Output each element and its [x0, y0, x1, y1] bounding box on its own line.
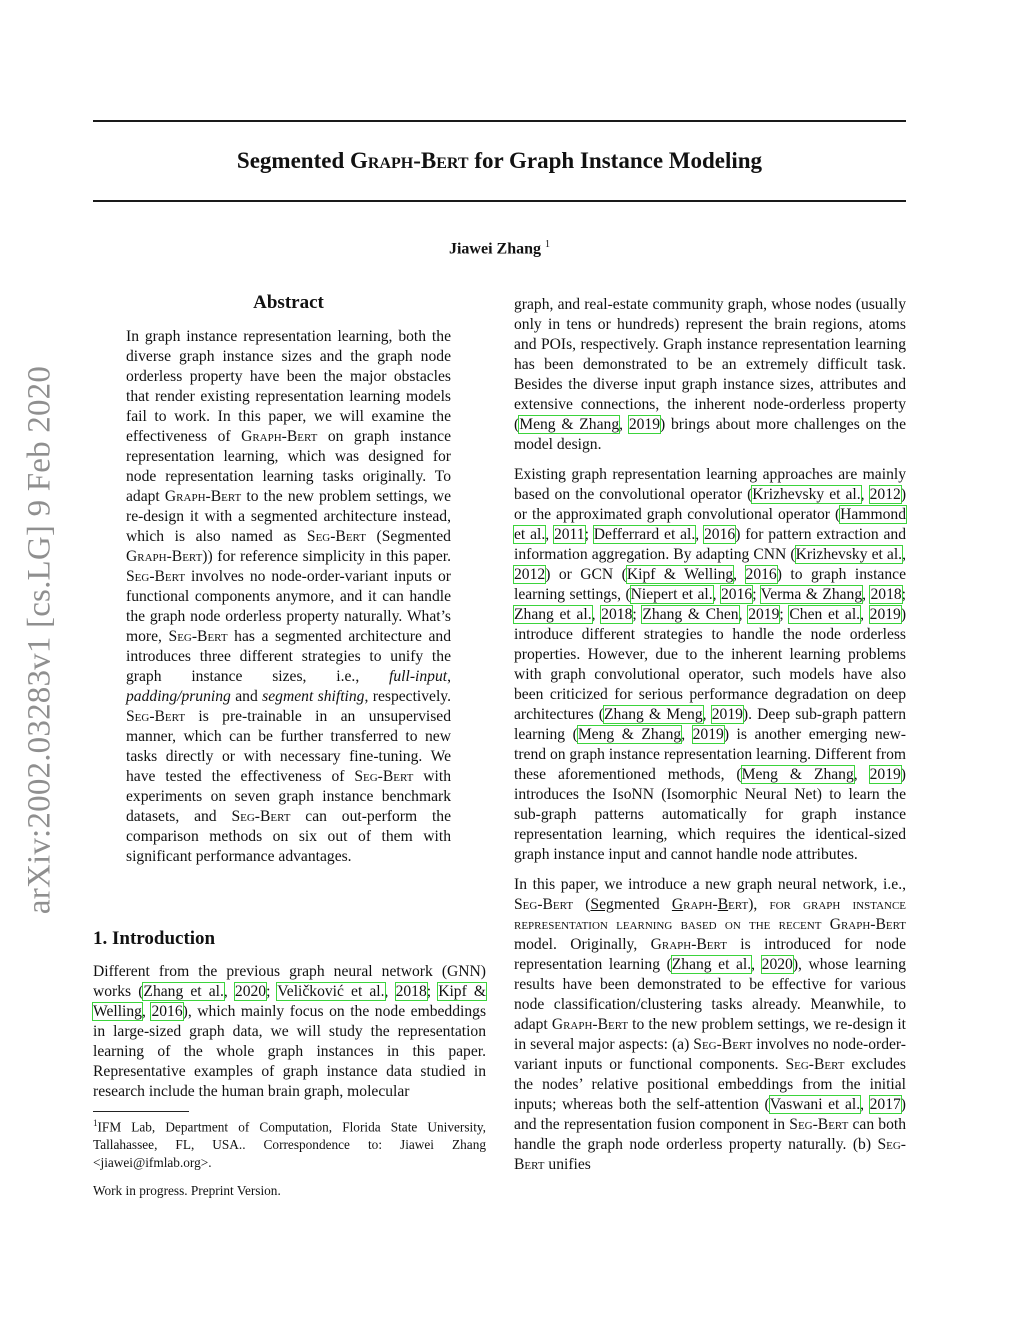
citation-link[interactable]: 2019	[869, 606, 901, 623]
citation-link[interactable]: Chen et al.	[789, 606, 861, 623]
citation-link[interactable]: Zhang & Chen	[642, 606, 739, 623]
citation-link[interactable]: Defferrard et al.	[593, 526, 696, 543]
paragraph: graph, and real-estate community graph, whose nodes (usually only in tens or hundreds) represent the brain regions, atoms and POIs, respectively. Graph instance representation learning has been demonstrated to be an extremely difficult task. Besides the diverse input graph instance sizes, attributes and extensive connections, the inherent node-orderless property (Meng & Zhang, 2019) brings about more challenges on the model design.	[514, 296, 906, 453]
footnote: $^1$IFM Lab, Department of Computation, Florida State University, Tallahassee, FL, USA.. Correspondence to: Jiawei Zhang <jiawei@ifmlab.org>.	[93, 1118, 486, 1171]
title-bottom-rule	[93, 200, 906, 202]
footnote-rule	[93, 1111, 189, 1112]
citation-link[interactable]: Niepert et al.	[630, 586, 713, 603]
citation-link[interactable]: Meng & Zhang	[577, 726, 682, 743]
citation-link[interactable]: 2019	[869, 766, 901, 783]
citation-link[interactable]: 2018	[870, 586, 902, 603]
citation-link[interactable]: Zhang et al.	[143, 983, 224, 1000]
citation-link[interactable]: 2016	[721, 586, 753, 603]
citation-link[interactable]: 2016	[704, 526, 736, 543]
citation-link[interactable]: 2012	[514, 566, 546, 583]
citation-link[interactable]: Zhang & Meng	[604, 706, 703, 723]
citation-link[interactable]: 2017	[869, 1096, 901, 1113]
citation-link[interactable]: Krizhevsky et al.	[795, 546, 903, 563]
abstract-heading: Abstract	[253, 292, 324, 313]
work-in-progress-note: Work in progress. Preprint Version.	[93, 1183, 281, 1198]
abstract-body: In graph instance representation learning, both the diverse graph instance sizes and the graph node orderless property have been the major obstacles that render existing representation learning models fail to work. In this paper, we will examine the effectiveness of Graph-Bert on graph instance representation learning, which was designed for node representation learning tasks originally. To adapt Graph-Bert to the new problem settings, we re-design it with a segmented architecture instead, which is also named as Seg-Bert (Segmented Graph-Bert)) for reference simplicity in this paper. Seg-Bert involves no node-order-variant inputs or functional components anymore, and it can handle the graph node orderless property naturally. What’s more, Seg-Bert has a segmented architecture and introduces three different strategies to unify the graph instance sizes, i.e., full-input, padding/pruning and segment shifting, respectively. Seg-Bert is pre-trainable in an unsupervised manner, which can be further transferred to new tasks directly or with necessary fine-tuning. We have tested the effectiveness of Seg-Bert with experiments on seven graph instance benchmark datasets, and Seg-Bert can out-perform the comparison methods on six out of them with significant performance advantages.	[126, 328, 451, 865]
citation-link[interactable]: 2016	[151, 1003, 183, 1020]
citation-link[interactable]: Verma & Zhang	[760, 586, 863, 603]
citation-link[interactable]: Vaswani et al.	[769, 1096, 861, 1113]
citation-link[interactable]: 2019	[711, 706, 743, 723]
citation-link[interactable]: 2020	[234, 983, 267, 1000]
citation-link[interactable]: Zhang et al.	[671, 956, 752, 973]
citation-link[interactable]: 2019	[628, 416, 660, 433]
paragraph: In this paper, we introduce a new graph neural network, i.e., Seg-Bert (Segmented Graph-Bert), for graph instance representation learning based on the recent Graph-Bert model. Originally, Graph-Bert is introduced for node representation learning (Zhang et al., 2020), whose learning results have been demonstrated to be effective for various node classification/clustering tasks already. Meanwhile, to adapt Graph-Bert to the new problem settings, we re-design it in several major aspects: (a) Seg-Bert involves no node-order-variant inputs or functional components. Seg-Bert excludes the nodes’ relative positional embeddings from the initial inputs; whereas both the self-attention (Vaswani et al., 2017) and the representation fusion component in Seg-Bert can both handle the graph node orderless property naturally. (b) Seg-Bert unifies	[514, 876, 907, 1173]
citation-link[interactable]: 2016	[745, 566, 777, 583]
top-rule	[93, 120, 906, 122]
citation-link[interactable]: 2018	[395, 983, 427, 1000]
paragraph: Existing graph representation learning approaches are mainly based on the convolutional operator (Krizhevsky et al., 2012) or the approximated graph convolutional operator (Hammond et al., 2011; Defferrard et al., 2016) for pattern extraction and information aggregation. By adapting CNN (Krizhevsky et al., 2012) or GCN (Kipf & Welling, 2016) to graph instance learning settings, (Niepert et al., 2016; Verma & Zhang, 2018; Zhang et al., 2018; Zhang & Chen, 2019; Chen et al., 2019) introduce different strategies to handle the node orderless properties. However, due to the inherent learning problems with graph convolutional operator, such models have also been criticized for serious performance degradation on deep architectures (Zhang & Meng, 2019). Deep sub-graph pattern learning (Meng & Zhang, 2019) is another emerging new-trend on graph instance representation learning. Different from these aforementioned methods, (Meng & Zhang, 2019) introduces the IsoNN (Isomorphic Neural Net) to learn the sub-graph patterns automatically for graph instance representation learning, which requires the identical-sized graph instance input and cannot handle node attributes.	[514, 466, 907, 863]
citation-link[interactable]: 2012	[869, 486, 901, 503]
citation-link[interactable]: 2018	[601, 606, 633, 623]
right-column	[514, 295, 906, 1185]
citation-link[interactable]: 2019	[692, 726, 724, 743]
citation-link[interactable]: Zhang et al.	[514, 606, 592, 623]
citation-link[interactable]: Veličković et al.	[277, 983, 385, 1000]
citation-link[interactable]: 2020	[761, 956, 793, 973]
citation-link[interactable]: Kipf & Welling	[626, 566, 734, 583]
citation-link[interactable]: Meng & Zhang	[741, 766, 854, 783]
citation-link[interactable]: 2019	[748, 606, 780, 623]
citation-link[interactable]: Krizhevsky et al.	[752, 486, 861, 503]
citation-link[interactable]: Hammond et al.	[514, 506, 906, 543]
paper-title: Segmented Graph-Bert for Graph Instance Modeling	[236, 148, 763, 173]
intro-heading: 1. Introduction	[93, 928, 216, 949]
citation-link[interactable]: 2011	[553, 526, 585, 543]
intro-paragraph: Different from the previous graph neural network (GNN) works (Zhang et al., 2020; Veličković et al., 2018; Kipf & Welling, 2016), which mainly focus on the node embeddings in large-sized graph data, we will study the representation learning of the whole graph instances in this paper. Representative examples of graph instance data studied in research include the human brain graph, molecular	[93, 963, 487, 1100]
citation-link[interactable]: Meng & Zhang	[519, 416, 620, 433]
affiliation-mark: 1	[545, 239, 550, 250]
author-line	[93, 235, 906, 259]
citation-link[interactable]: Kipf & Welling	[93, 983, 487, 1020]
author-name: Jiawei Zhang	[448, 240, 541, 258]
arxiv-stamp: arXiv:2002.03283v1 [cs.LG] 9 Feb 2020	[21, 365, 58, 915]
